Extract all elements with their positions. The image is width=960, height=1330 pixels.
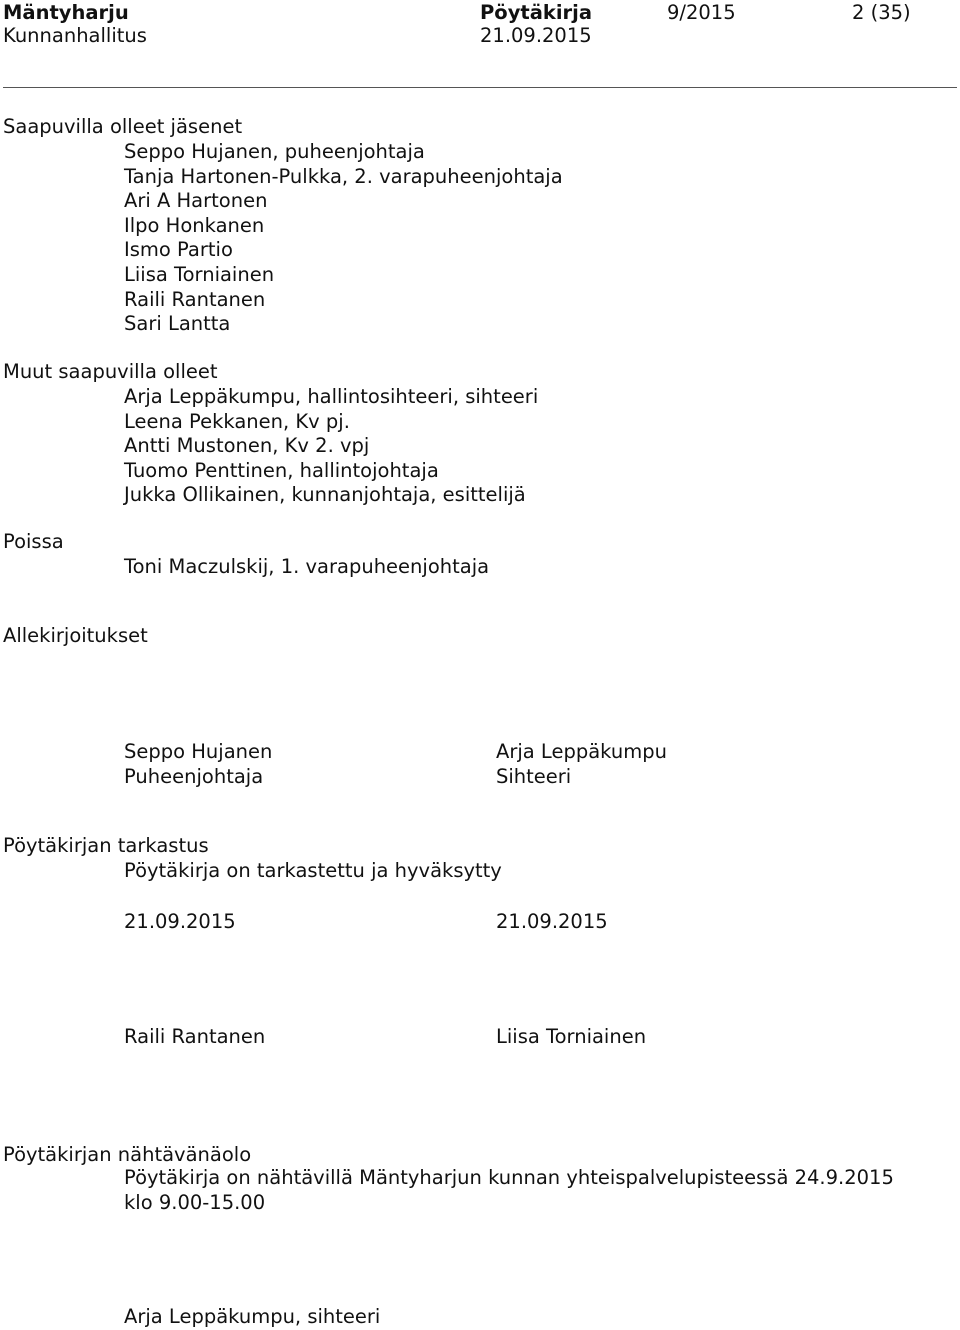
list-item: Tanja Hartonen-Pulkka, 2. varapuheenjohtaja [124, 164, 563, 188]
list-item: Ismo Partio [124, 238, 233, 262]
header-divider [3, 87, 957, 88]
display-line-1: Pöytäkirja on nähtävillä Mäntyharjun kunnan yhteispalvelupisteessä 24.9.2015 [124, 1166, 894, 1189]
chair-name: Seppo Hujanen [124, 740, 273, 763]
list-item: Liisa Torniainen [124, 262, 275, 286]
present-members-list [124, 139, 563, 336]
list-item: Raili Rantanen [124, 287, 266, 311]
others-present-list [124, 384, 538, 507]
list-item: Sari Lantta [124, 312, 231, 336]
inspection-date-left: 21.09.2015 [124, 910, 236, 933]
secretary-name: Arja Leppäkumpu [496, 740, 667, 763]
meeting-date: 21.09.2015 [480, 24, 592, 47]
list-item: Arja Leppäkumpu, hallintosihteeri, sihteeri [124, 385, 539, 408]
inspector-left: Raili Rantanen [124, 1025, 266, 1048]
chair-title: Puheenjohtaja [124, 765, 264, 788]
page-number: 2 (35) [852, 1, 911, 24]
list-item: Tuomo Penttinen, hallintojohtaja [124, 458, 439, 482]
inspector-right: Liisa Torniainen [496, 1025, 647, 1048]
list-item: Leena Pekkanen, Kv pj. [124, 409, 350, 433]
display-line-2: klo 9.00-15.00 [124, 1191, 266, 1214]
organ-name: Kunnanhallitus [3, 24, 147, 47]
inspection-text: Pöytäkirja on tarkastettu ja hyväksytty [124, 859, 502, 882]
list-item: Ari A Hartonen [124, 189, 268, 213]
others-present-label: Muut saapuvilla olleet [3, 360, 218, 383]
inspection-label: Pöytäkirjan tarkastus [3, 834, 209, 857]
present-members-label: Saapuvilla olleet jäsenet [3, 115, 243, 138]
signatures-label: Allekirjoitukset [3, 624, 148, 647]
display-signer: Arja Leppäkumpu, sihteeri [124, 1305, 381, 1328]
municipality-name: Mäntyharju [3, 1, 129, 24]
list-item: Antti Mustonen, Kv 2. vpj [124, 434, 370, 458]
meeting-number: 9/2015 [667, 1, 736, 24]
document-type: Pöytäkirja [480, 1, 592, 24]
absent-label: Poissa [3, 530, 64, 553]
list-item: Ilpo Honkanen [124, 213, 265, 237]
absent-member: Toni Maczulskij, 1. varapuheenjohtaja [124, 555, 490, 578]
inspection-date-right: 21.09.2015 [496, 910, 608, 933]
display-label: Pöytäkirjan nähtävänäolo [3, 1143, 252, 1166]
list-item: Seppo Hujanen, puheenjohtaja [124, 140, 425, 163]
secretary-title: Sihteeri [496, 765, 572, 788]
list-item: Jukka Ollikainen, kunnanjohtaja, esittelijä [124, 483, 526, 507]
